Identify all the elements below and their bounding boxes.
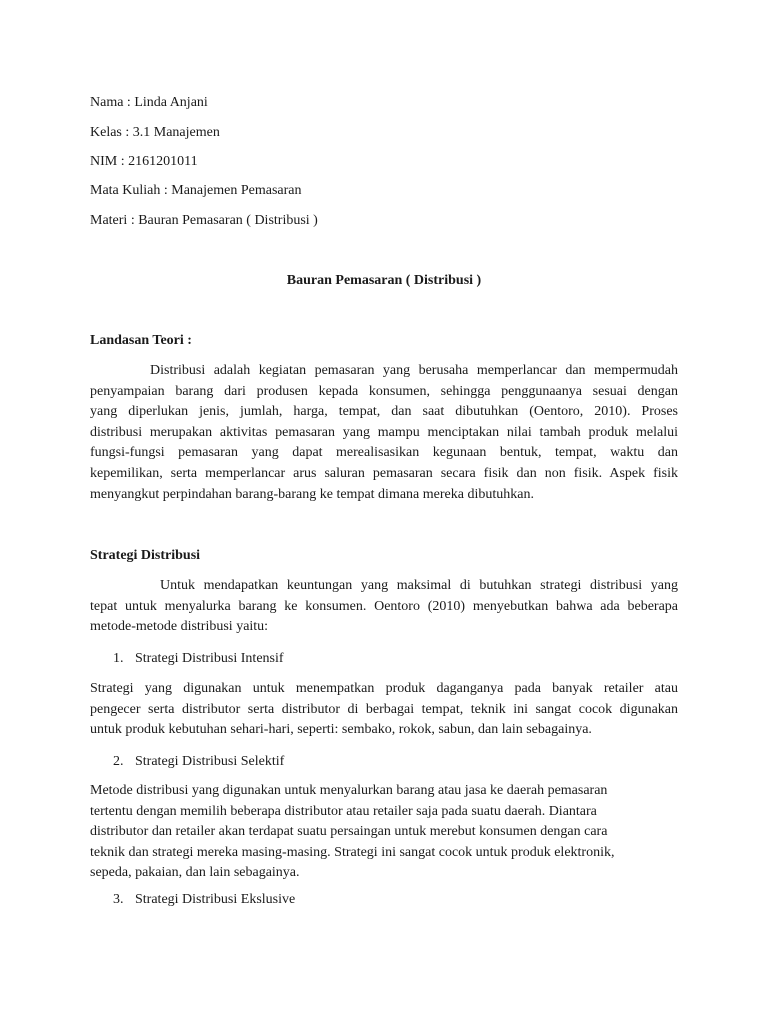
list-number: 1. <box>113 651 124 666</box>
paragraph-line: teknik dan strategi mereka masing-masing. Strategi ini sangat cocok untuk produk elektronik, <box>90 844 615 860</box>
list-number: 3. <box>113 892 124 907</box>
paragraph-intensif <box>90 679 678 741</box>
section-heading-strategi: Strategi Distribusi <box>90 548 201 563</box>
paragraph-line: Untuk mendapatkan keuntungan yang maksimal di butuhkan strategi distribusi yang <box>160 578 678 593</box>
paragraph-selektif <box>90 781 678 884</box>
paragraph-line: distributor dan retailer akan terdapat suatu persaingan untuk merebut konsumen dengan cara <box>90 824 608 840</box>
list-label: Strategi Distribusi Intensif <box>135 651 284 666</box>
paragraph-line: yang diperlukan jenis, jumlah, harga, tempat, dan saat dibutuhkan (Oentoro, 2010). Proses <box>90 404 678 420</box>
paragraph-line: fungsi-fungsi pemasaran yang dapat merealisasikan kegunaan bentuk, tempat, waktu dan <box>90 445 678 461</box>
paragraph-landasan <box>90 361 678 505</box>
paragraph-line: Strategi yang digunakan untuk menempatkan produk daganganya pada banyak retailer atau <box>90 681 678 696</box>
paragraph-line: sepeda, pakaian, dan lain sebagainya. <box>90 865 300 881</box>
list-label: Strategi Distribusi Selektif <box>135 754 285 769</box>
list-item-intensif <box>113 650 284 668</box>
paragraph-line: pengecer serta distributor serta distributor di berbagai tempat, teknik ini sangat cocok digunakan <box>90 701 678 717</box>
paragraph-line: metode-metode distribusi yaitu: <box>90 619 269 635</box>
material-topic: Materi : Bauran Pemasaran ( Distribusi ) <box>90 213 318 228</box>
document-title: Bauran Pemasaran ( Distribusi ) <box>286 273 482 288</box>
paragraph-line: tepat untuk menyalurka barang ke konsumen. Oentoro (2010) menyebutkan bahwa ada beberapa <box>90 598 678 614</box>
list-label: Strategi Distribusi Ekslusive <box>135 892 296 907</box>
paragraph-line: tertentu dengan memilih beberapa distributor atau retailer saja pada suatu daerah. Diantara <box>90 803 597 819</box>
paragraph-line: untuk produk kebutuhan sehari-hari, seperti: sembako, rokok, sabun, dan lain sebagainya. <box>90 722 592 738</box>
paragraph-line: menyangkut perpindahan barang-barang ke tempat dimana mereka dibutuhkan. <box>90 486 534 502</box>
student-nim: NIM : 2161201011 <box>90 154 198 169</box>
list-item-selektif <box>113 753 284 771</box>
paragraph-line: Distribusi adalah kegiatan pemasaran yang berusaha memperlancar dan mempermudah <box>150 363 678 378</box>
student-name: Nama : Linda Anjani <box>90 95 208 110</box>
list-item-ekslusive <box>113 891 295 909</box>
student-class: Kelas : 3.1 Manajemen <box>90 125 220 140</box>
course-name: Mata Kuliah : Manajemen Pemasaran <box>90 183 302 198</box>
paragraph-line: Metode distribusi yang digunakan untuk menyalurkan barang atau jasa ke daerah pemasaran <box>90 783 608 798</box>
list-number: 2. <box>113 754 124 769</box>
section-heading-landasan: Landasan Teori : <box>90 333 192 348</box>
paragraph-line: kepemilikan, serta memperlancar arus saluran pemasaran secara fisik dan non fisik. Aspek fisik <box>90 465 678 481</box>
paragraph-strategi-intro <box>90 576 678 638</box>
paragraph-line: distribusi merupakan aktivitas pemasaran yang mampu menciptakan nilai tambah produk melalui <box>90 424 678 440</box>
paragraph-line: penyampaian barang dari produsen kepada konsumen, sehingga penggunaanya sesuai dengan <box>90 383 678 399</box>
